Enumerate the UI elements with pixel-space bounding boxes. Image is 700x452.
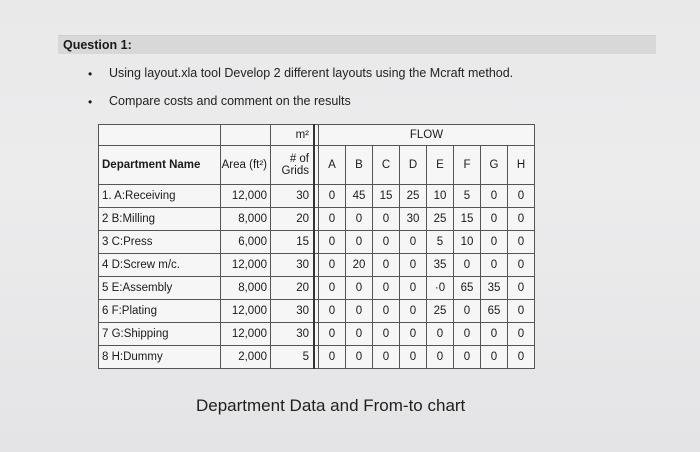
- flow-value-cell: ·0: [427, 277, 454, 300]
- department-name-cell: 7 G:Shipping: [99, 323, 221, 346]
- flow-value-cell: 0: [454, 300, 481, 323]
- unit-header: m²: [271, 125, 315, 146]
- blank-header-cell: [221, 125, 271, 146]
- flow-value-cell: 0: [346, 346, 373, 369]
- flow-column-header: F: [454, 146, 481, 185]
- flow-value-cell: 0: [400, 254, 427, 277]
- flow-value-cell: 0: [508, 185, 535, 208]
- flow-column-header: G: [481, 146, 508, 185]
- flow-value-cell: 0: [508, 277, 535, 300]
- flow-value-cell: 0: [454, 323, 481, 346]
- department-name-cell: 6 F:Plating: [99, 300, 221, 323]
- flow-value-cell: 10: [427, 185, 454, 208]
- flow-column-header: H: [508, 146, 535, 185]
- area-cell: 8,000: [221, 208, 271, 231]
- flow-value-cell: 65: [481, 300, 508, 323]
- flow-value-cell: 35: [481, 277, 508, 300]
- department-name-cell: 2 B:Milling: [99, 208, 221, 231]
- table-top-header-row: [99, 125, 535, 146]
- flow-value-cell: 0: [508, 254, 535, 277]
- flow-value-cell: 0: [373, 346, 400, 369]
- flow-value-cell: 0: [481, 208, 508, 231]
- bullet-dot-1: •: [88, 67, 93, 81]
- flow-value-cell: 0: [346, 231, 373, 254]
- grids-cell: 20: [271, 208, 315, 231]
- department-name-cell: 5 E:Assembly: [99, 277, 221, 300]
- flow-column-header: E: [427, 146, 454, 185]
- flow-value-cell: 0: [346, 300, 373, 323]
- bullet-text-1: Using layout.xla tool Develop 2 different layouts using the Mcraft method.: [109, 66, 514, 80]
- flow-value-cell: 0: [400, 346, 427, 369]
- flow-value-cell: 10: [454, 231, 481, 254]
- flow-value-cell: 45: [346, 185, 373, 208]
- department-name-cell: 8 H:Dummy: [99, 346, 221, 369]
- flow-value-cell: 5: [427, 231, 454, 254]
- table-row: [99, 208, 535, 231]
- flow-value-cell: 0: [508, 346, 535, 369]
- flow-value-cell: 0: [319, 208, 346, 231]
- table-caption: Department Data and From-to chart: [196, 396, 466, 415]
- flow-value-cell: 30: [400, 208, 427, 231]
- flow-column-header: A: [319, 146, 346, 185]
- grids-header: # of Grids: [271, 146, 315, 185]
- flow-value-cell: 0: [373, 323, 400, 346]
- table-row: [99, 277, 535, 300]
- table-row: [99, 346, 535, 369]
- grids-cell: 20: [271, 277, 315, 300]
- grids-cell: 30: [271, 254, 315, 277]
- flow-value-cell: 0: [481, 323, 508, 346]
- flow-value-cell: 0: [346, 208, 373, 231]
- flow-value-cell: 0: [400, 323, 427, 346]
- flow-value-cell: 0: [481, 346, 508, 369]
- flow-value-cell: 0: [373, 277, 400, 300]
- area-cell: 2,000: [221, 346, 271, 369]
- flow-value-cell: 0: [373, 231, 400, 254]
- flow-value-cell: 0: [508, 208, 535, 231]
- flow-value-cell: 0: [373, 300, 400, 323]
- area-cell: 12,000: [221, 185, 271, 208]
- grids-cell: 15: [271, 231, 315, 254]
- flow-column-header: D: [400, 146, 427, 185]
- table-row: [99, 300, 535, 323]
- flow-value-cell: 0: [319, 185, 346, 208]
- grids-cell: 5: [271, 346, 315, 369]
- grids-cell: 30: [271, 185, 315, 208]
- flow-column-header: C: [373, 146, 400, 185]
- flow-value-cell: 0: [373, 254, 400, 277]
- flow-value-cell: 20: [346, 254, 373, 277]
- flow-value-cell: 0: [346, 323, 373, 346]
- flow-value-cell: 25: [400, 185, 427, 208]
- flow-value-cell: 0: [481, 231, 508, 254]
- flow-value-cell: 65: [454, 277, 481, 300]
- flow-value-cell: 0: [508, 300, 535, 323]
- flow-value-cell: 0: [508, 323, 535, 346]
- department-from-to-table: [98, 124, 535, 369]
- flow-value-cell: 0: [454, 346, 481, 369]
- table-row: [99, 231, 535, 254]
- area-cell: 6,000: [221, 231, 271, 254]
- flow-value-cell: 0: [319, 346, 346, 369]
- flow-value-cell: 0: [508, 231, 535, 254]
- flow-value-cell: 0: [319, 231, 346, 254]
- flow-value-cell: 0: [400, 300, 427, 323]
- area-header: Area (ft²): [221, 146, 271, 185]
- table-row: [99, 185, 535, 208]
- flow-value-cell: 35: [427, 254, 454, 277]
- area-cell: 12,000: [221, 254, 271, 277]
- flow-value-cell: 0: [427, 323, 454, 346]
- grids-cell: 30: [271, 323, 315, 346]
- flow-value-cell: 25: [427, 300, 454, 323]
- flow-value-cell: 15: [454, 208, 481, 231]
- flow-value-cell: 0: [346, 277, 373, 300]
- question-title: Question 1:: [63, 38, 132, 52]
- area-cell: 12,000: [221, 323, 271, 346]
- department-name-cell: 3 C:Press: [99, 231, 221, 254]
- department-name-header: Department Name: [99, 146, 221, 185]
- grids-cell: 30: [271, 300, 315, 323]
- department-name-cell: 1. A:Receiving: [99, 185, 221, 208]
- flow-value-cell: 0: [481, 254, 508, 277]
- bullet-text-2: Compare costs and comment on the results: [109, 94, 351, 108]
- question-header-bar: [58, 35, 656, 54]
- department-name-cell: 4 D:Screw m/c.: [99, 254, 221, 277]
- table-row: [99, 323, 535, 346]
- table-column-header-row: [99, 146, 535, 185]
- flow-value-cell: 0: [427, 346, 454, 369]
- area-cell: 8,000: [221, 277, 271, 300]
- flow-value-cell: 0: [400, 277, 427, 300]
- flow-value-cell: 0: [373, 208, 400, 231]
- blank-header-cell: [99, 125, 221, 146]
- bullet-dot-2: •: [88, 95, 93, 109]
- table-row: [99, 254, 535, 277]
- area-cell: 12,000: [221, 300, 271, 323]
- flow-value-cell: 0: [454, 254, 481, 277]
- flow-value-cell: 25: [427, 208, 454, 231]
- flow-value-cell: 0: [319, 277, 346, 300]
- flow-value-cell: 0: [481, 185, 508, 208]
- flow-column-header: B: [346, 146, 373, 185]
- flow-value-cell: 0: [319, 323, 346, 346]
- flow-value-cell: 0: [319, 254, 346, 277]
- flow-value-cell: 0: [319, 300, 346, 323]
- flow-value-cell: 15: [373, 185, 400, 208]
- flow-value-cell: 5: [454, 185, 481, 208]
- flow-header: FLOW: [319, 125, 535, 146]
- flow-value-cell: 0: [400, 231, 427, 254]
